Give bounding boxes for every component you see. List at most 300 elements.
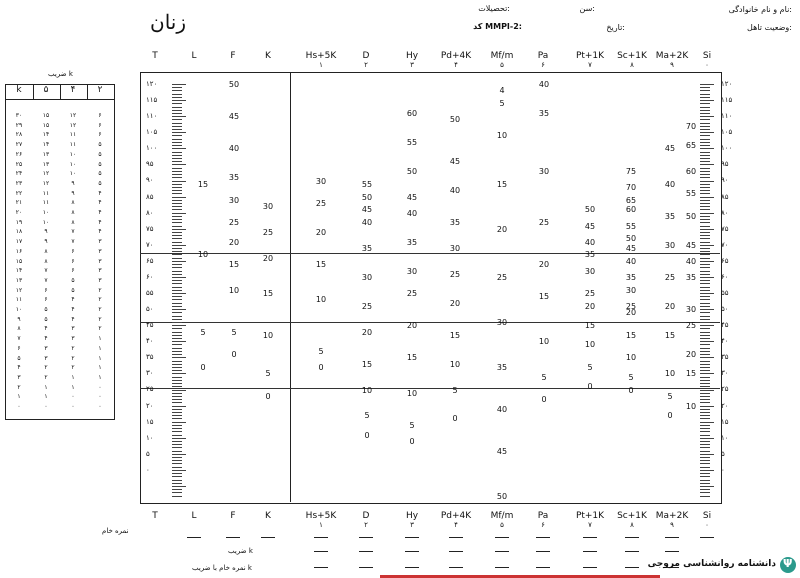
scale-value-d: 35 bbox=[361, 244, 373, 253]
t-tick-right: ۷۵ bbox=[721, 224, 729, 233]
column-label: Pt+1K bbox=[575, 51, 605, 61]
t-tick-left: ۸۰ bbox=[146, 208, 154, 217]
k-table-cell: ۲۲ bbox=[15, 189, 23, 197]
k-table-cell: ۴ bbox=[44, 325, 48, 333]
t-hatch bbox=[700, 145, 710, 146]
score-blank-pa[interactable] bbox=[536, 567, 550, 568]
scale-value-pd: 45 bbox=[449, 157, 461, 167]
k-table-cell: ۲ bbox=[71, 354, 75, 362]
scale-value-mf: 20 bbox=[496, 224, 508, 234]
t-hatch bbox=[172, 293, 186, 294]
k-table-cell: ۰ bbox=[17, 403, 21, 410]
t-hatch bbox=[172, 418, 182, 419]
t-hatch bbox=[700, 486, 714, 487]
k-table-cell: ۸ bbox=[71, 218, 75, 226]
bottom-number: ۸ bbox=[630, 521, 634, 529]
scale-value-d: 55 bbox=[361, 179, 373, 189]
t-hatch bbox=[172, 325, 186, 326]
k-table-cell: ۸ bbox=[44, 247, 48, 255]
t-hatch bbox=[700, 161, 710, 162]
score-blank-pd[interactable] bbox=[449, 537, 463, 538]
bottom-label: Sc+1K bbox=[617, 511, 647, 521]
scale-value-hy: 50 bbox=[406, 166, 418, 176]
k-table-cell: ۳ bbox=[71, 335, 75, 343]
t-hatch bbox=[700, 406, 714, 407]
k-table-cell: ۶ bbox=[44, 296, 48, 304]
k-table-cell: ۱۱ bbox=[69, 141, 77, 149]
t-hatch bbox=[172, 316, 182, 317]
t-hatch bbox=[700, 171, 710, 172]
scale-value-pt: 45 bbox=[584, 221, 596, 231]
t-hatch bbox=[700, 354, 710, 355]
bottom-number: ۵ bbox=[500, 521, 504, 529]
scale-value-pa: 40 bbox=[538, 80, 550, 89]
scale-value-l: 5 bbox=[200, 327, 206, 337]
k-table-cell: ۵ bbox=[17, 354, 21, 362]
scale-value-k: 0 bbox=[265, 391, 271, 401]
t-hatch bbox=[700, 119, 710, 120]
score-blank-pa[interactable] bbox=[536, 551, 550, 552]
t-hatch bbox=[700, 290, 710, 291]
scale-value-hs: 20 bbox=[315, 227, 327, 237]
score-blank-sc[interactable] bbox=[625, 537, 639, 538]
scale-value-hy: 10 bbox=[406, 388, 418, 398]
t-hatch bbox=[172, 283, 182, 284]
bottom-label: Si bbox=[702, 511, 712, 521]
score-blank-ma[interactable] bbox=[665, 551, 679, 552]
column-header-si bbox=[687, 52, 727, 70]
scale-value-f: 40 bbox=[228, 144, 240, 154]
t-hatch bbox=[700, 267, 710, 268]
t-hatch bbox=[700, 190, 710, 191]
k-table-cell: ۲ bbox=[71, 344, 75, 352]
scale-value-hy: 40 bbox=[406, 208, 418, 218]
k-table-cell: ۸ bbox=[44, 257, 48, 265]
raw-plus-k-label: نمره خام با ضریب k bbox=[192, 564, 252, 572]
scale-value-k: 25 bbox=[262, 227, 274, 237]
t-hatch bbox=[700, 422, 714, 423]
t-hatch bbox=[172, 90, 182, 91]
column-label: F bbox=[230, 51, 236, 61]
t-tick-right: ۱۵ bbox=[721, 417, 729, 426]
t-hatch bbox=[172, 476, 182, 477]
k-table-cell: ۲ bbox=[44, 364, 48, 372]
k-table-cell: ۹ bbox=[44, 238, 48, 246]
column-header-pt bbox=[570, 52, 610, 70]
bottom-header-hs bbox=[301, 512, 341, 530]
t-hatch bbox=[700, 97, 710, 98]
t-hatch bbox=[700, 229, 714, 230]
t-hatch bbox=[172, 271, 182, 272]
k-table-cell: ۱ bbox=[17, 393, 21, 401]
k-table-cell: ۱۰ bbox=[15, 306, 23, 313]
t-hatch bbox=[172, 312, 182, 313]
score-blank-pd[interactable] bbox=[449, 551, 463, 552]
k-table-header-k: k bbox=[16, 85, 22, 95]
t-hatch bbox=[700, 370, 710, 371]
score-blank-sc[interactable] bbox=[625, 567, 639, 568]
t-tick-left: ۴۵ bbox=[146, 321, 154, 330]
t-hatch bbox=[172, 435, 182, 436]
scale-value-hy: 30 bbox=[406, 266, 418, 276]
scale-value-pt: 50 bbox=[584, 205, 596, 215]
t-hatch bbox=[700, 277, 714, 278]
t-tick-left: ۵۰ bbox=[146, 305, 154, 314]
t-hatch bbox=[172, 483, 182, 484]
t-hatch bbox=[172, 206, 182, 207]
scale-value-sc: 5 bbox=[628, 372, 634, 382]
scale-value-si: 15 bbox=[685, 369, 697, 379]
t-hatch bbox=[700, 242, 710, 243]
k-table-cell: ۴ bbox=[71, 315, 75, 323]
t-hatch bbox=[700, 100, 714, 101]
t-hatch bbox=[172, 181, 186, 182]
t-hatch bbox=[172, 415, 182, 416]
scale-value-d: 30 bbox=[361, 272, 373, 282]
k-table-caption: ضریب k bbox=[48, 70, 73, 78]
column-label: Hy bbox=[405, 51, 419, 61]
t-hatch bbox=[172, 328, 182, 329]
scale-value-pd: 5 bbox=[452, 385, 458, 395]
scale-value-hy: 60 bbox=[406, 108, 418, 118]
score-blank-hs[interactable] bbox=[314, 537, 328, 538]
k-table-cell: ۱۱ bbox=[69, 131, 77, 139]
t-hatch bbox=[700, 364, 710, 365]
k-table-cell: ۳ bbox=[98, 276, 102, 284]
k-table-cell: ۹ bbox=[71, 189, 75, 197]
t-hatch bbox=[700, 438, 714, 439]
t-hatch bbox=[700, 258, 710, 259]
t-hatch bbox=[700, 283, 710, 284]
scale-value-mf: 50 bbox=[496, 491, 508, 501]
t-hatch bbox=[700, 103, 710, 104]
score-blank-mf[interactable] bbox=[495, 551, 509, 552]
k-table-cell: ۲۱ bbox=[15, 199, 23, 207]
t-tick-right: ۱۱۵ bbox=[721, 96, 733, 105]
k-table-cell: ۴ bbox=[98, 199, 102, 207]
t-tick-right: ۲۰ bbox=[721, 401, 729, 410]
form-title: زنان bbox=[150, 10, 187, 34]
k-table-cell: ۰ bbox=[98, 383, 102, 391]
scale-value-d: 50 bbox=[361, 192, 373, 202]
validity-clinical-divider bbox=[290, 72, 291, 502]
k-table-cell: ۴ bbox=[98, 218, 102, 226]
k-factor-label: ضریب k bbox=[228, 547, 253, 555]
t-tick-left: ۱۰ bbox=[146, 433, 154, 442]
k-table-cell: ۶ bbox=[44, 286, 48, 294]
k-table-cell: ۱۷ bbox=[15, 238, 23, 246]
t-hatch bbox=[172, 242, 182, 243]
score-blank-d[interactable] bbox=[359, 567, 373, 568]
t-hatch bbox=[172, 87, 182, 88]
t-hatch bbox=[700, 396, 710, 397]
column-number: ۱ bbox=[319, 61, 323, 69]
t-hatch bbox=[700, 373, 714, 374]
t-hatch bbox=[172, 373, 186, 374]
scale-value-ma: 35 bbox=[664, 211, 676, 221]
score-blank-ma[interactable] bbox=[665, 537, 679, 538]
k-table-cell: ۱۰ bbox=[69, 160, 77, 168]
k-table-cell: ۱۵ bbox=[42, 121, 50, 129]
t-hatch bbox=[700, 264, 710, 265]
k-table-cell: ۴ bbox=[17, 364, 21, 372]
scale-value-sc: 40 bbox=[625, 256, 637, 266]
bottom-label: F bbox=[230, 511, 236, 521]
scale-value-ma: 5 bbox=[667, 391, 673, 401]
k-table-cell: ۱۰ bbox=[69, 150, 77, 158]
k-table-cell: ۰ bbox=[71, 393, 75, 401]
score-blank-d[interactable] bbox=[359, 537, 373, 538]
t-hatch bbox=[700, 174, 710, 175]
t-tick-right: ۹۰ bbox=[721, 176, 729, 185]
score-blank-hs[interactable] bbox=[314, 567, 328, 568]
t-hatch bbox=[700, 341, 714, 342]
t-tick-left: ۸۵ bbox=[146, 192, 154, 201]
scale-value-sc: 15 bbox=[625, 330, 637, 340]
score-blank-k[interactable] bbox=[261, 537, 275, 538]
bottom-label: Ma+2K bbox=[655, 511, 689, 521]
t-hatch bbox=[700, 94, 710, 95]
t-hatch bbox=[700, 90, 710, 91]
scale-value-pd: 15 bbox=[449, 330, 461, 340]
k-table-cell: ۵ bbox=[44, 306, 48, 313]
score-blank-hy[interactable] bbox=[405, 537, 419, 538]
scale-value-si: 45 bbox=[685, 240, 697, 250]
bottom-label: Mf/m bbox=[490, 511, 514, 521]
t-hatch bbox=[172, 412, 182, 413]
score-blank-pt[interactable] bbox=[583, 551, 597, 552]
scale-value-mf: 35 bbox=[496, 363, 508, 372]
column-number: ۴ bbox=[454, 61, 458, 69]
age-label: سن: bbox=[579, 4, 595, 13]
t-tick-right: ۱۰ bbox=[721, 433, 729, 442]
t-hatch bbox=[172, 238, 182, 239]
k-table-cell: ۵ bbox=[71, 276, 75, 284]
t-hatch bbox=[172, 348, 182, 349]
t-tick-left: ۱۲۰ bbox=[146, 80, 158, 88]
t-hatch bbox=[700, 274, 710, 275]
t-hatch bbox=[700, 248, 710, 249]
scale-value-f: 5 bbox=[231, 327, 237, 337]
k-table-cell: ۱۶ bbox=[15, 247, 23, 255]
t-hatch bbox=[172, 425, 182, 426]
k-table-cell: ۱ bbox=[71, 373, 75, 381]
k-table-cell: ۲۴ bbox=[15, 170, 23, 178]
k-table-cell: ۶ bbox=[17, 344, 21, 352]
scale-value-d: 15 bbox=[361, 359, 373, 369]
t-hatch bbox=[172, 235, 182, 236]
score-blank-mf[interactable] bbox=[495, 567, 509, 568]
t-tick-right: ۳۰ bbox=[721, 369, 729, 378]
scale-value-si: 40 bbox=[685, 256, 697, 266]
t-hatch bbox=[172, 383, 182, 384]
t-hatch bbox=[172, 197, 186, 198]
t-hatch bbox=[700, 126, 710, 127]
score-blank-d[interactable] bbox=[359, 551, 373, 552]
k-table-cell: ۲۹ bbox=[15, 121, 23, 129]
t-hatch bbox=[172, 209, 182, 210]
k-table-cell: ۱ bbox=[98, 344, 102, 352]
t-hatch bbox=[172, 399, 182, 400]
t-hatch bbox=[700, 351, 710, 352]
k-table-cell: ۴ bbox=[71, 306, 75, 313]
score-blank-pt[interactable] bbox=[583, 537, 597, 538]
t-hatch bbox=[700, 251, 710, 252]
k-table-cell: ۶ bbox=[71, 247, 75, 255]
scale-value-pt: 35 bbox=[584, 250, 596, 260]
scale-value-f: 20 bbox=[228, 237, 240, 247]
t-tick-right: ۷۰ bbox=[721, 240, 729, 249]
t-hatch bbox=[172, 447, 182, 448]
score-blank-hs[interactable] bbox=[314, 551, 328, 552]
k-table-cell: ۷ bbox=[44, 276, 48, 284]
t-tick-left: ۲۵ bbox=[146, 385, 154, 394]
bottom-header-k bbox=[248, 512, 288, 521]
t-hatch bbox=[172, 422, 186, 423]
t-hatch bbox=[700, 367, 710, 368]
t-hatch bbox=[700, 132, 714, 133]
score-blank-si[interactable] bbox=[700, 537, 714, 538]
k-table-cell: ۵ bbox=[98, 160, 102, 168]
scale-value-pa: 0 bbox=[541, 395, 547, 405]
scale-value-mf: 25 bbox=[496, 272, 508, 282]
scale-value-f: 0 bbox=[231, 350, 237, 360]
k-table-cell: ۷ bbox=[71, 238, 75, 246]
k-table-cell: ۱۴ bbox=[15, 267, 23, 275]
t-hatch bbox=[172, 177, 182, 178]
scale-value-pa: 35 bbox=[538, 108, 550, 118]
k-table-cell: ۶ bbox=[98, 112, 102, 119]
scale-value-l: 0 bbox=[200, 363, 206, 372]
t-tick-left: ۵ bbox=[146, 449, 150, 458]
bottom-header-si bbox=[687, 512, 727, 530]
t-hatch bbox=[172, 319, 182, 320]
t-hatch bbox=[700, 177, 710, 178]
k-table-cell: ۱۴ bbox=[42, 141, 50, 149]
scale-value-d: 5 bbox=[364, 411, 370, 421]
scale-value-sc: 20 bbox=[625, 308, 637, 318]
t-tick-left: ۷۵ bbox=[146, 224, 154, 233]
bottom-header-mf bbox=[482, 512, 522, 530]
t-hatch bbox=[700, 232, 710, 233]
scale-value-si: 10 bbox=[685, 401, 697, 411]
k-table-cell: ۶ bbox=[98, 131, 102, 139]
t-hatch bbox=[700, 209, 710, 210]
scale-value-sc: 30 bbox=[625, 285, 637, 295]
t-hatch bbox=[172, 168, 182, 169]
t-hatch bbox=[172, 486, 186, 487]
t-tick-right: ۱۱۰ bbox=[721, 112, 733, 121]
k-table-cell: ۳ bbox=[98, 267, 102, 275]
t-hatch bbox=[700, 492, 710, 493]
k-table-cell: ۱۲ bbox=[69, 112, 77, 119]
t-hatch bbox=[700, 451, 710, 452]
t-hatch bbox=[172, 113, 182, 114]
k-table-cell: ۲ bbox=[44, 373, 48, 381]
scale-value-si: 65 bbox=[685, 141, 697, 151]
logo-icon: Ψ bbox=[780, 557, 796, 573]
t-hatch bbox=[172, 393, 182, 394]
t-hatch bbox=[172, 258, 182, 259]
score-blank-hy[interactable] bbox=[405, 567, 419, 568]
t-tick-right: ۱۲۰ bbox=[721, 80, 733, 88]
t-hatch bbox=[700, 245, 714, 246]
t-hatch bbox=[700, 402, 710, 403]
t-tick-left: ۲۰ bbox=[146, 401, 154, 410]
score-blank-hy[interactable] bbox=[405, 551, 419, 552]
k-table-cell: ۴ bbox=[98, 209, 102, 216]
score-blank-mf[interactable] bbox=[495, 537, 509, 538]
scale-value-hs: 5 bbox=[318, 346, 324, 356]
k-table-cell: ۲ bbox=[98, 296, 102, 304]
t-hatch bbox=[700, 129, 710, 130]
t-hatch bbox=[700, 476, 710, 477]
t-hatch bbox=[700, 219, 710, 220]
column-label: T bbox=[152, 51, 158, 61]
t-hatch bbox=[172, 441, 182, 442]
t-hatch bbox=[700, 309, 714, 310]
score-blank-pd[interactable] bbox=[449, 567, 463, 568]
k-table-cell: ۱۵ bbox=[42, 112, 50, 119]
bottom-header-l bbox=[174, 512, 214, 521]
scale-value-ma: 45 bbox=[664, 144, 676, 154]
bottom-header-pt bbox=[570, 512, 610, 530]
scale-value-hs: 10 bbox=[315, 295, 327, 305]
t-tick-right: ۹۵ bbox=[721, 160, 729, 169]
k-table-cell: ۲۸ bbox=[15, 131, 23, 139]
name-label: نام و نام خانوادگی: bbox=[728, 5, 792, 14]
t-hatch bbox=[700, 489, 710, 490]
k-table-cell: ۱۳ bbox=[15, 276, 23, 284]
k-table-cell: ۱۱ bbox=[42, 199, 50, 207]
scale-value-mf: 10 bbox=[496, 131, 508, 141]
t-hatch bbox=[700, 390, 714, 391]
score-blank-f[interactable] bbox=[226, 537, 240, 538]
t-hatch bbox=[700, 184, 710, 185]
column-label: L bbox=[191, 51, 197, 61]
score-blank-pt[interactable] bbox=[583, 567, 597, 568]
t-hatch bbox=[700, 158, 710, 159]
bottom-number: ۱ bbox=[319, 521, 323, 529]
t-hatch bbox=[172, 454, 186, 455]
t-hatch bbox=[172, 428, 182, 429]
bottom-label: L bbox=[191, 511, 197, 521]
k-table-cell: ۲۳ bbox=[15, 179, 23, 187]
t-hatch bbox=[700, 222, 710, 223]
scale-value-l: 15 bbox=[197, 179, 209, 189]
scale-value-pa: 25 bbox=[538, 218, 550, 228]
column-header-f bbox=[213, 52, 253, 61]
t-hatch bbox=[700, 470, 714, 471]
t-hatch bbox=[172, 361, 182, 362]
t-hatch bbox=[172, 148, 186, 149]
scale-value-k: 15 bbox=[262, 289, 274, 298]
score-blank-sc[interactable] bbox=[625, 551, 639, 552]
t-hatch bbox=[172, 489, 182, 490]
score-blank-pa[interactable] bbox=[536, 537, 550, 538]
score-blank-l[interactable] bbox=[187, 537, 201, 538]
scale-value-si: 60 bbox=[685, 166, 697, 176]
t-hatch bbox=[172, 431, 182, 432]
t-hatch bbox=[700, 383, 710, 384]
t-tick-left: ۷۰ bbox=[146, 240, 154, 249]
t-hatch bbox=[172, 322, 182, 323]
scale-value-d: 10 bbox=[361, 385, 373, 395]
t-hatch bbox=[700, 142, 710, 143]
t-hatch bbox=[172, 222, 182, 223]
bottom-label: Hy bbox=[405, 511, 419, 521]
t-hatch bbox=[172, 451, 182, 452]
